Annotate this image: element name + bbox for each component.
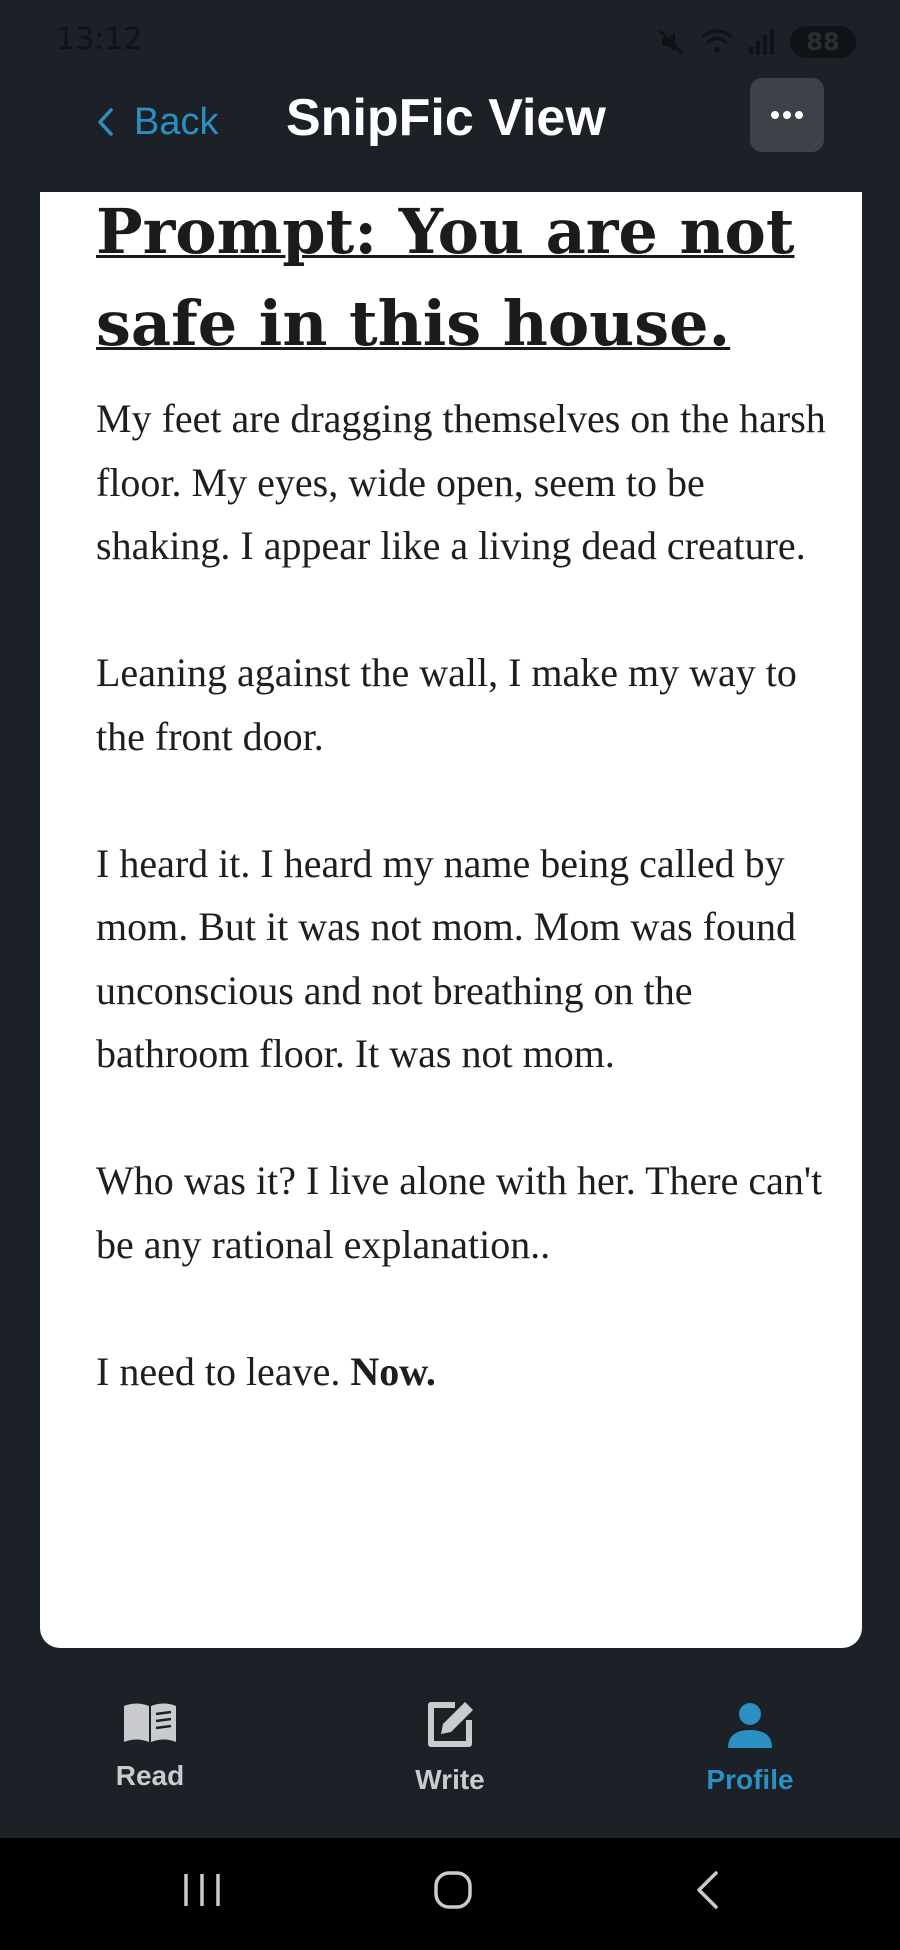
recent-apps-icon[interactable] <box>182 1870 222 1910</box>
person-icon <box>725 1700 775 1750</box>
home-icon[interactable] <box>433 1870 473 1910</box>
story-card <box>40 192 862 1648</box>
nav-write-label: Write <box>415 1764 485 1795</box>
final-line-text: I need to leave. <box>96 1348 351 1394</box>
nav-read-label: Read <box>115 1760 185 1791</box>
system-navigation-bar <box>0 1838 900 1950</box>
page-title: SnipFic View <box>286 89 606 147</box>
story-paragraph: I heard it. I heard my name being called by mom. But it was not mom. Mom was found unconscious and not breathing on the bathroom floor. It was not mom. <box>96 840 796 1076</box>
signal-icon <box>748 27 776 57</box>
story-title: Prompt: You are not safe in this house. <box>96 195 795 360</box>
battery-indicator <box>790 26 856 58</box>
nav-profile-label: Profile <box>706 1764 794 1795</box>
battery-level: 88 <box>806 28 840 56</box>
wifi-icon <box>700 27 734 57</box>
back-button[interactable] <box>96 94 218 150</box>
nav-read[interactable] <box>50 1700 250 1820</box>
story-paragraph: Who was it? I live alone with her. There can't be any rational explanation.. <box>96 1158 823 1267</box>
status-icons <box>656 24 856 60</box>
final-line-bold: Now. <box>350 1348 436 1394</box>
nav-profile[interactable] <box>650 1700 850 1820</box>
chevron-left-icon <box>96 107 114 137</box>
bottom-nav <box>0 1672 900 1838</box>
edit-icon <box>425 1700 475 1750</box>
story-paragraph: My feet are dragging themselves on the harsh floor. My eyes, wide open, seem to be shaking. I appear like a living dead creature. <box>96 396 826 568</box>
system-back-icon[interactable] <box>692 1870 722 1910</box>
status-time: 13:12 <box>56 22 143 57</box>
mute-icon <box>656 27 686 57</box>
more-dots-icon <box>770 110 804 120</box>
header <box>0 70 900 170</box>
story-body <box>96 387 826 1467</box>
more-options-button[interactable] <box>750 78 824 152</box>
status-bar <box>0 0 900 80</box>
story-paragraph: Leaning against the wall, I make my way to the front door. <box>96 650 797 759</box>
book-icon <box>121 1700 179 1746</box>
nav-write[interactable] <box>350 1700 550 1820</box>
back-label: Back <box>134 100 219 143</box>
story-final-line <box>96 1340 826 1404</box>
